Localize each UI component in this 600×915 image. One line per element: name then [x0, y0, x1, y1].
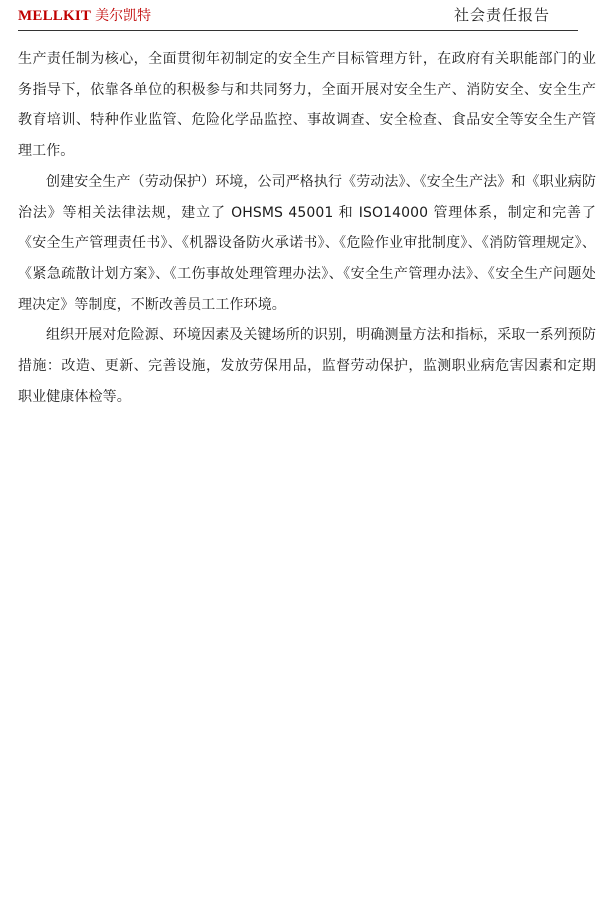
paragraph-safety-management: 生产责任制为核心，全面贯彻年初制定的安全生产目标管理方针，在政府有关职能部门的业务指导下，依靠各单位的积极参与和共同努力，全面开展对安全生产、消防安全、安全生产教育培训、特种作业监管、危险化学品监控、事故调查、安全检查、食品安全等安全生产管理工作。 [18, 51, 596, 160]
document-body [18, 44, 596, 412]
page-header [18, 0, 578, 31]
brand-name-english: MELLKIT [18, 8, 92, 24]
paragraph-safety-environment: 创建安全生产（劳动保护）环境，公司严格执行《劳动法》、《安全生产法》和《职业病防治法》等相关法律法规，建立了 OHSMS 45001 和 ISO14000 管理体系，制定和完善了《安全生产管理责任书》、《机器设备防火承诺书》、《危险作业审批制度》、《消防管理规定》、《紧急疏散计划方案》、《工伤事故处理管理办法》、《安全生产管理办法》、《安全生产问题处理决定》等制度，不断改善员工工作环境。 [18, 173, 596, 313]
paragraph-hazard-identification: 组织开展对危险源、环境因素及关键场所的识别，明确测量方法和指标，采取一系列预防措施：改造、更新、完善设施，发放劳保用品，监督劳动保护，监测职业病危害因素和定期职业健康体检等。 [18, 327, 596, 405]
brand-name-chinese: 美尔凯特 [95, 8, 152, 24]
brand-logo [18, 6, 151, 26]
report-title: 社会责任报告 [453, 6, 550, 24]
